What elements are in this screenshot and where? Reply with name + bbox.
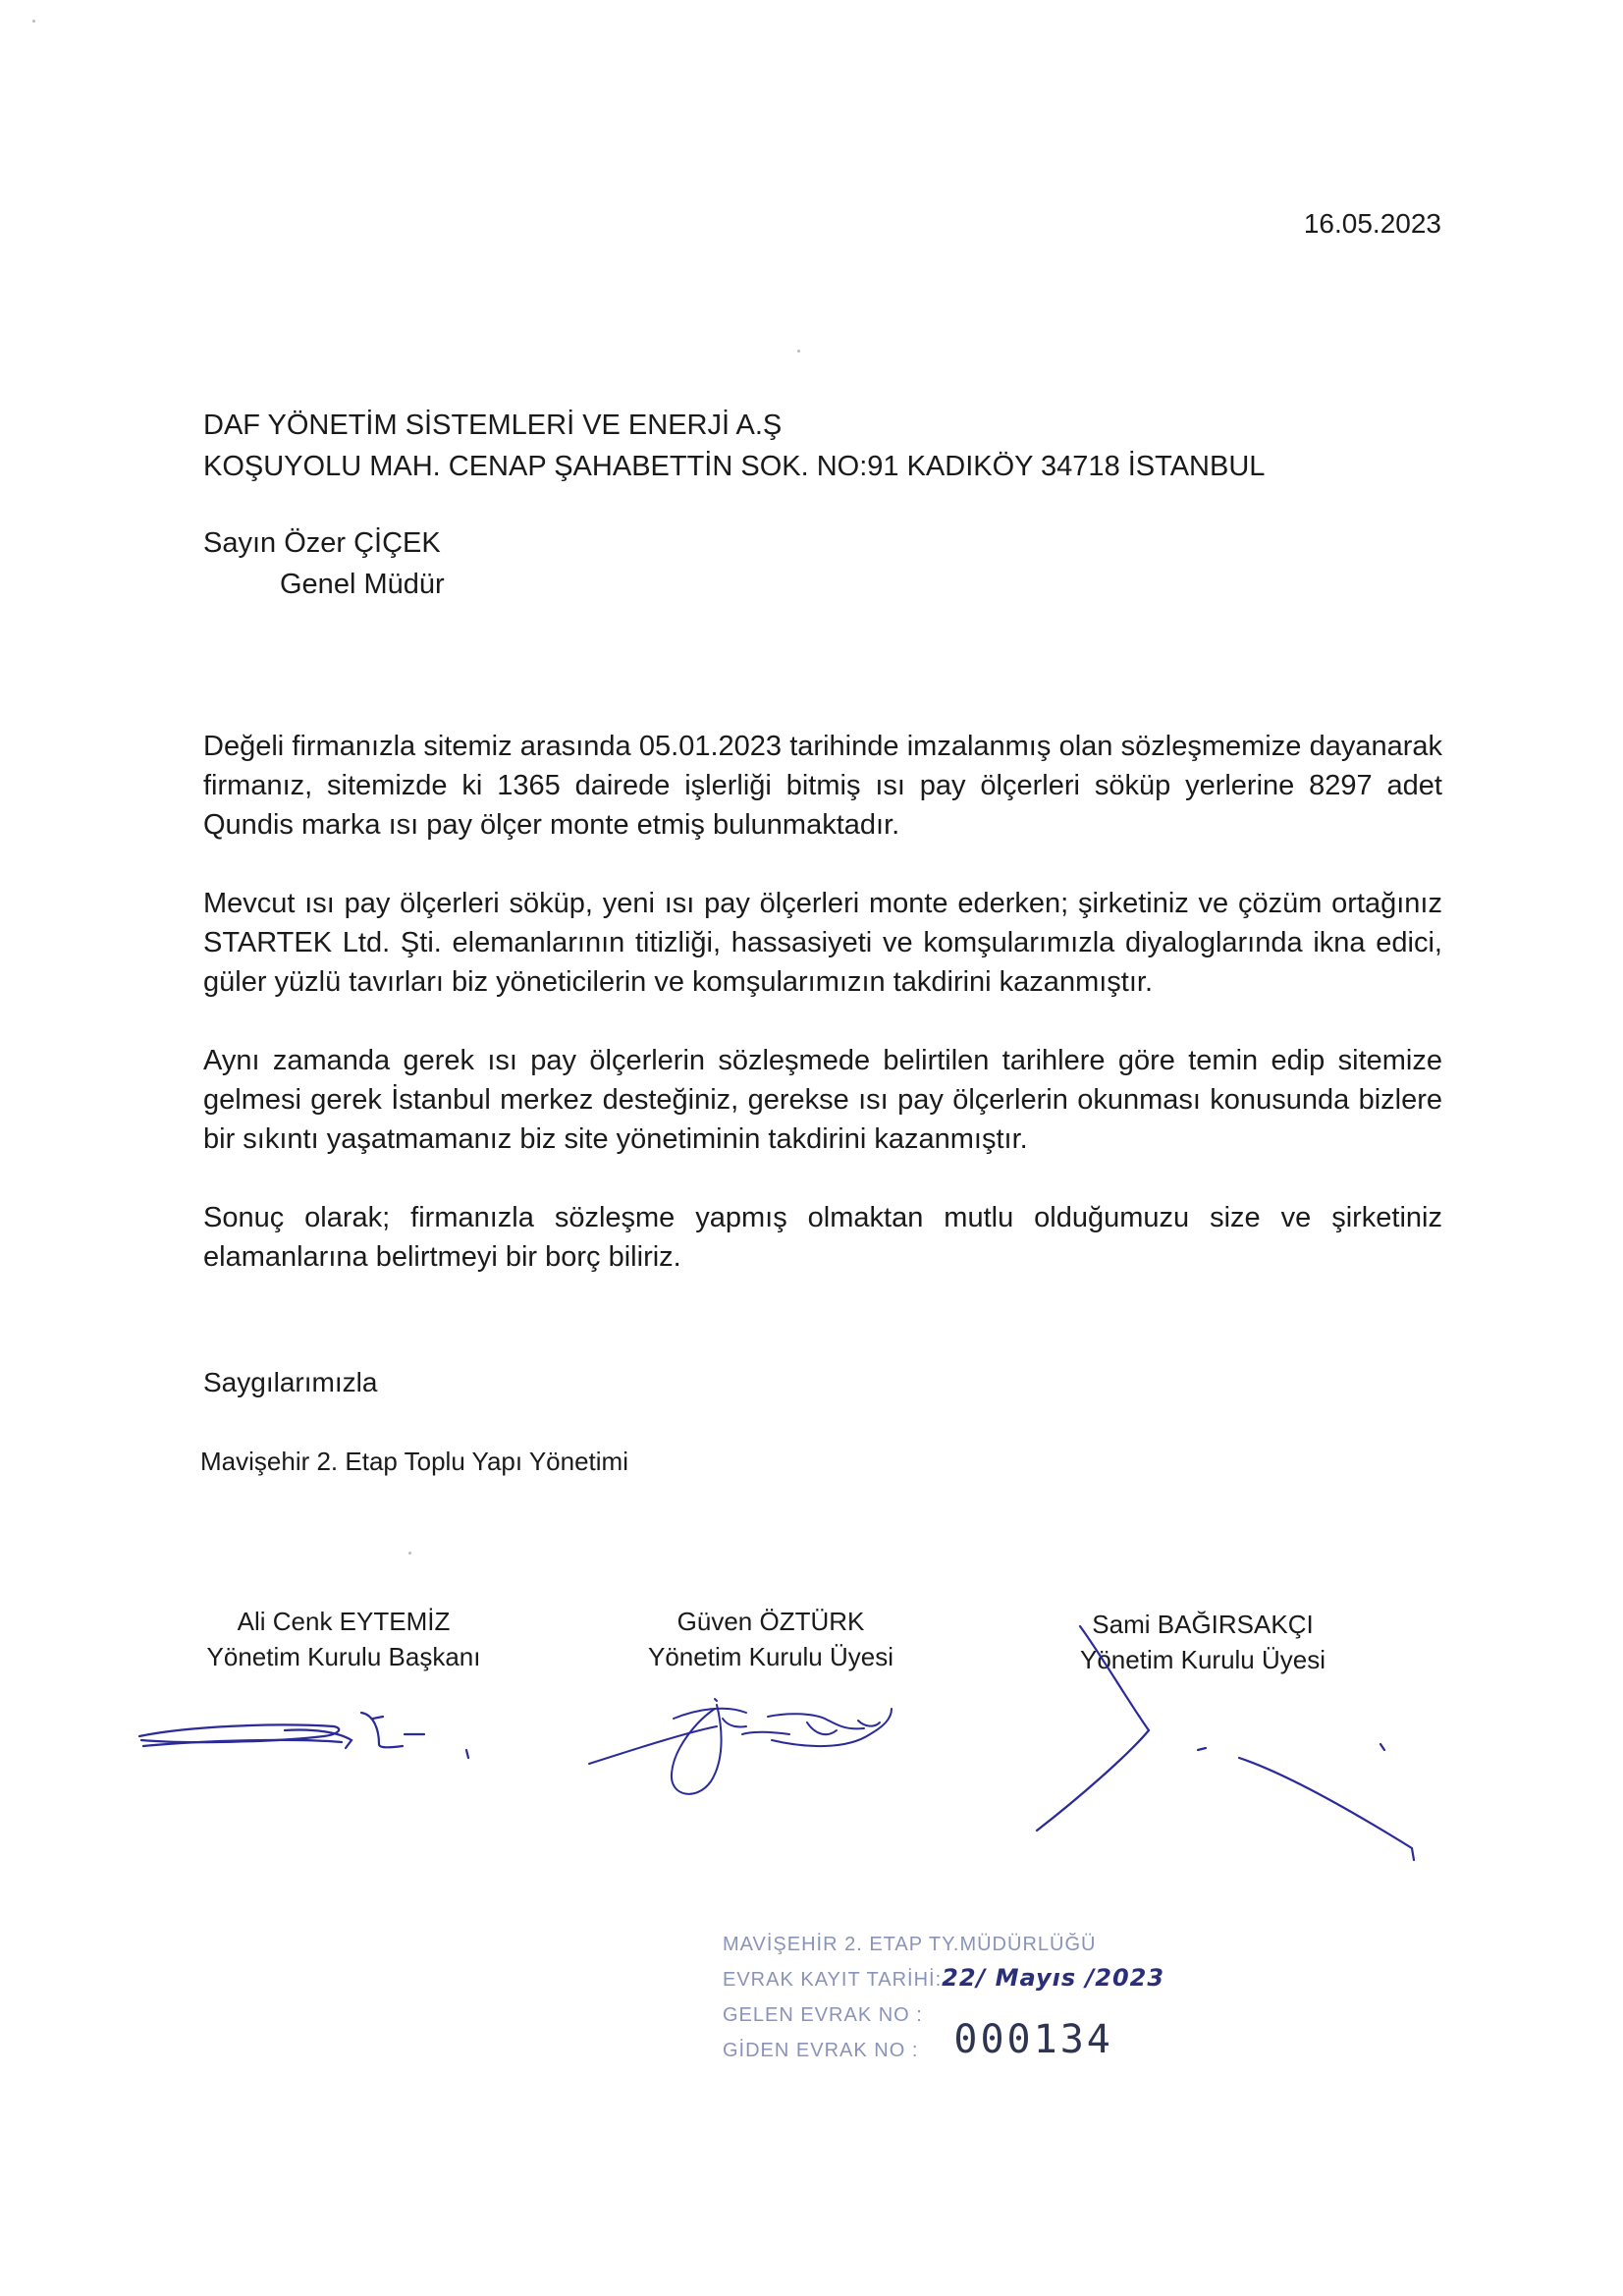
scan-speck — [32, 20, 35, 23]
letter-date: 16.05.2023 — [1303, 208, 1441, 239]
signatory-name: Ali Cenk EYTEMİZ — [237, 1607, 451, 1636]
body-paragraph: Mevcut ısı pay ölçerleri söküp, yeni ısı pay ölçerleri monte ederken; şirketiniz ve çözüm ortağınız STARTEK Ltd. Şti. elemanlarının titizliği, hassasiyeti ve komşularımızla diyaloglarında ikna edici, güler yüzlü tavırları biz yöneticilerin ve komşularımızın takdirini kazanmıştır. — [203, 888, 1442, 998]
salutation-block — [203, 522, 445, 605]
stamp-date-row — [723, 1956, 1165, 1992]
salutation-role: Genel Müdür — [280, 569, 445, 600]
stamp-incoming-label: GELEN EVRAK NO : — [723, 2004, 923, 2026]
signature-2-icon — [579, 1679, 903, 1807]
closing-line: Saygılarımızla — [203, 1367, 378, 1397]
signatory-title: Yönetim Kurulu Üyesi — [1080, 1645, 1325, 1674]
signature-3-icon — [1021, 1620, 1434, 1866]
recipient-company: DAF YÖNETİM SİSTEMLERİ VE ENERJİ A.Ş — [203, 410, 783, 441]
salutation-name: Sayın Özer ÇİÇEK — [203, 527, 441, 559]
stamp-number: 000134 — [953, 2017, 1113, 2062]
organization-name: Mavişehir 2. Etap Toplu Yapı Yönetimi — [200, 1447, 628, 1476]
scan-speck — [797, 350, 800, 353]
stamp-outgoing-row — [723, 2017, 1135, 2062]
signatory-2 — [628, 1604, 913, 1674]
signatory-name: Sami BAĞIRSAKÇI — [1092, 1610, 1314, 1639]
body-paragraph: Değeli firmanızla sitemiz arasında 05.01.2023 tarihinde imzalanmış olan sözleşmemize dayanarak firmanız, sitemizde ki 1365 dairede işlerliği bitmiş ısı pay ölçerleri söküp yerlerine 8297 adet Qundis marka ısı pay ölçer monte etmiş bulunmaktadır. — [203, 731, 1442, 841]
stamp-outgoing-label: GİDEN EVRAK NO : — [723, 2040, 919, 2061]
stamp-date-label: EVRAK KAYIT TARİHİ: — [723, 1969, 943, 1991]
body-paragraph: Aynı zamanda gerek ısı pay ölçerlerin sözleşmede belirtilen tarihlere göre temin edip sitemize gelmesi gerek İstanbul merkez desteğiniz, gerekse ısı pay ölçerlerin okunması konusunda bizlere bir sıkıntı yaşatmamanız biz site yönetiminin takdirini kazanmıştır. — [203, 1045, 1442, 1155]
letter-body — [203, 727, 1442, 1316]
signatory-title: Yönetim Kurulu Üyesi — [648, 1642, 893, 1671]
scan-speck — [408, 1552, 411, 1555]
stamp-date-value: 22/ Mayıs /2023 — [942, 1964, 1165, 1992]
stamp-header: MAVİŞEHİR 2. ETAP TY.MÜDÜRLÜĞÜ — [723, 1934, 1097, 1955]
body-paragraph: Sonuç olarak; firmanızla sözleşme yapmış olmaktan mutlu olduğumuzu size ve şirketiniz elamanlarına belirtmeyi bir borç biliriz. — [203, 1202, 1442, 1273]
signatory-title: Yönetim Kurulu Başkanı — [206, 1642, 481, 1671]
signatory-name: Güven ÖZTÜRK — [676, 1607, 865, 1636]
signature-1-icon — [128, 1689, 501, 1777]
recipient-block — [203, 405, 1265, 487]
registry-stamp — [723, 1921, 1165, 2062]
signatory-1 — [196, 1604, 491, 1674]
recipient-address: KOŞUYOLU MAH. CENAP ŞAHABETTİN SOK. NO:91 KADIKÖY 34718 İSTANBUL — [203, 451, 1266, 482]
